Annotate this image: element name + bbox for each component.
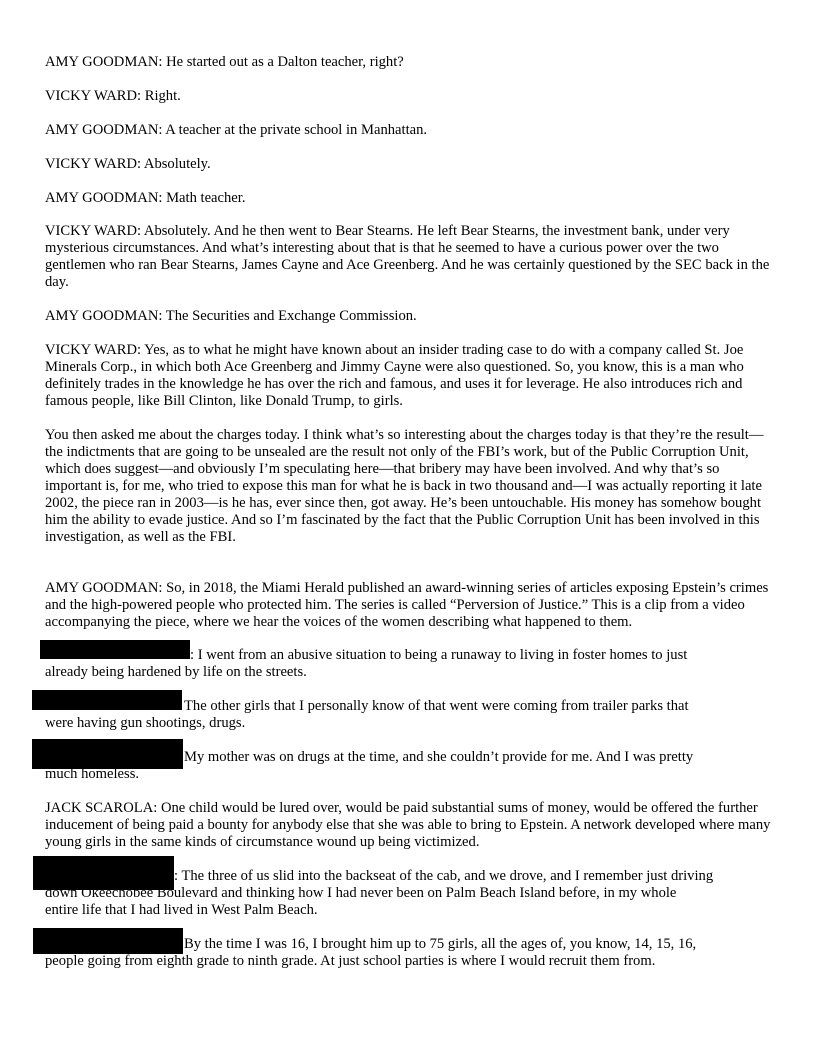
transcript-paragraph-3: AMY GOODMAN: A teacher at the private school in Manhattan.	[45, 122, 428, 138]
transcript-paragraph-1: AMY GOODMAN: He started out as a Dalton teacher, right?	[45, 54, 404, 70]
transcript-paragraph-5: AMY GOODMAN: Math teacher.	[45, 190, 246, 206]
transcript-paragraph-11-line-2: already being hardened by life on the streets.	[45, 664, 307, 680]
redaction-bar	[32, 739, 183, 769]
transcript-paragraph-6: VICKY WARD: Absolutely. And he then went to Bear Stearns. He left Bear Stearns, the investment bank, under very mysterious circumstances. And what’s interesting about that is that he seemed to have a curious power over the two gentlemen who ran Bear Stearns, James Cayne and Ace Greenberg. And he was certainly questioned by the SEC back in the day.	[45, 223, 770, 290]
transcript-paragraph-15-line-3: entire life that I had lived in West Palm Beach.	[45, 902, 318, 918]
redaction-bar	[33, 928, 183, 954]
transcript-paragraph-12-line-2: were having gun shootings, drugs.	[45, 715, 246, 731]
transcript-paragraph-15-line-2: down Okeechobee Boulevard and thinking how I had never been on Palm Beach Island before, in my whole	[45, 885, 677, 901]
redaction-bar	[32, 690, 182, 710]
transcript-paragraph-12-line-1: The other girls that I personally know of that went were coming from trailer parks that	[184, 698, 689, 714]
transcript-paragraph-10: AMY GOODMAN: So, in 2018, the Miami Herald published an award-winning series of articles exposing Epstein’s crimes and the high-powered people who protected him. The series is called “Perversion of Justice.” This is a clip from a video accompanying the piece, where we hear the voices of the women describing what happened to them.	[45, 580, 769, 630]
transcript-paragraph-9: You then asked me about the charges today. I think what’s so interesting about the charges today is that they’re the result—the indictments that are going to be unsealed are the result not only of the FBI’s work, but of the Public Corruption Unit, which does suggest—and obviously I’m speculating here—that bribery may have been involved. And why that’s so important is, for me, who tried to expose this man for what he is back in two thousand and—I was actually reporting it late 2002, the piece ran in 2003—is he has, ever since then, got away. He’s been untouchable. His money has somehow bought him the ability to evade justice. And so I’m fascinated by the fact that the Public Corruption Unit has been involved in this investigation, as well as the FBI.	[45, 427, 764, 545]
transcript-paragraph-2: VICKY WARD: Right.	[45, 88, 181, 104]
transcript-paragraph-4: VICKY WARD: Absolutely.	[45, 156, 211, 172]
transcript-paragraph-11-line-1: : I went from an abusive situation to being a runaway to living in foster homes to just	[190, 647, 688, 663]
transcript-paragraph-16-line-2: people going from eighth grade to ninth grade. At just school parties is where I would recruit them from.	[45, 953, 656, 969]
transcript-paragraph-13-line-1: My mother was on drugs at the time, and she couldn’t provide for me. And I was pretty	[184, 749, 694, 765]
transcript-paragraph-8: VICKY WARD: Yes, as to what he might have known about an insider trading case to do with a company called St. Joe Minerals Corp., in which both Ace Greenberg and Jimmy Cayne were also questioned. So, you know, this is a man who definitely trades in the knowledge he has over the rich and famous, and uses it for leverage. He also introduces rich and famous people, like Bill Clinton, like Donald Trump, to girls.	[45, 342, 744, 409]
transcript-paragraph-14: JACK SCAROLA: One child would be lured over, would be paid substantial sums of money, would be offered the further inducement of being paid a bounty for anybody else that she was able to bring to Epstein. A network developed where many young girls in the same kinds of circumstance wound up being victimized.	[45, 800, 771, 850]
redaction-bar	[40, 640, 190, 659]
transcript-paragraph-13-line-2: much homeless.	[45, 766, 140, 782]
transcript-paragraph-15-line-1: : The three of us slid into the backseat of the cab, and we drove, and I remember just driving	[174, 868, 714, 884]
transcript-paragraph-16-line-1: By the time I was 16, I brought him up to 75 girls, all the ages of, you know, 14, 15, 16,	[184, 936, 697, 952]
transcript-paragraph-7: AMY GOODMAN: The Securities and Exchange Commission.	[45, 308, 417, 324]
